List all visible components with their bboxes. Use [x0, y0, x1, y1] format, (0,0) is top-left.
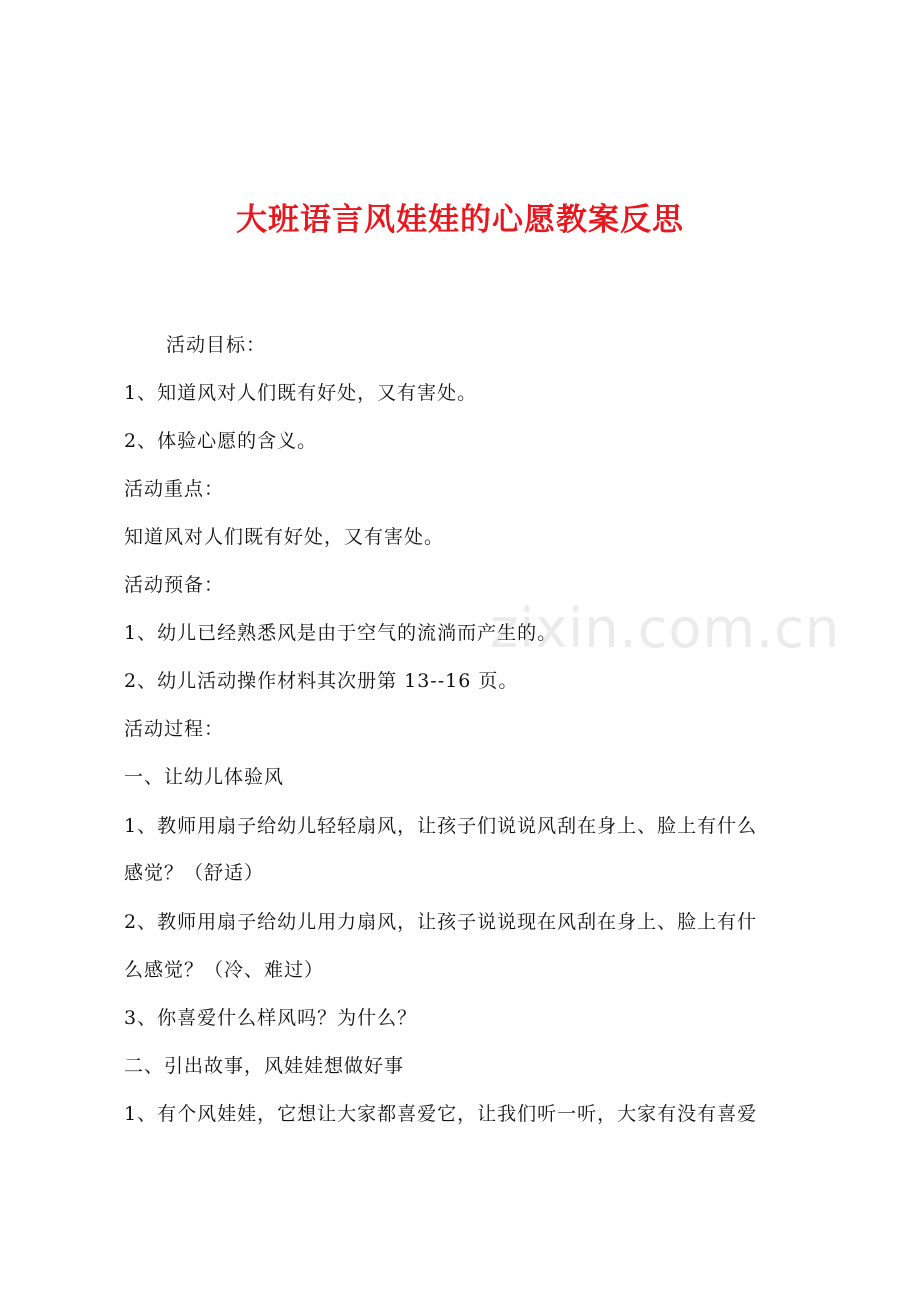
- paragraph-line: 二、引出故事，风娃娃想做好事: [124, 1055, 405, 1077]
- paragraph-line: 2、教师用扇子给幼儿用力扇风，让孩子说说现在风刮在身上、脸上有什: [124, 911, 758, 933]
- paragraph-line: 2、体验心愿的含义。: [124, 430, 318, 452]
- paragraph-line: 一、让幼儿体验风: [124, 766, 285, 788]
- section-heading: 活动重点：: [124, 478, 225, 500]
- paragraph-line: 1、有个风娃娃，它想让大家都喜爱它，让我们听一听，大家有没有喜爱: [124, 1103, 758, 1125]
- paragraph-line: 1、教师用扇子给幼儿轻轻扇风，让孩子们说说风刮在身上、脸上有什么: [124, 815, 758, 837]
- section-heading: 活动目标：: [166, 334, 267, 356]
- paragraph-line: 1、幼儿已经熟悉风是由于空气的流淌而产生的。: [124, 622, 558, 644]
- section-heading: 活动预备：: [124, 574, 225, 596]
- paragraph-line: 1、知道风对人们既有好处，又有害处。: [124, 382, 478, 404]
- paragraph-line: 2、幼儿活动操作材料其次册第 13--16 页。: [124, 670, 519, 692]
- watermark: zixin.com.cn: [490, 597, 841, 660]
- paragraph-line: 3、你喜爱什么样风吗？为什么？: [124, 1007, 418, 1029]
- section-heading: 活动过程：: [124, 718, 225, 740]
- paragraph-line: 知道风对人们既有好处，又有害处。: [124, 526, 445, 548]
- paragraph-line: 感觉？（舒适）: [124, 862, 265, 884]
- paragraph-line: 么感觉？（冷、难过）: [124, 959, 325, 981]
- document-title: 大班语言风娃娃的心愿教案反思: [236, 202, 684, 238]
